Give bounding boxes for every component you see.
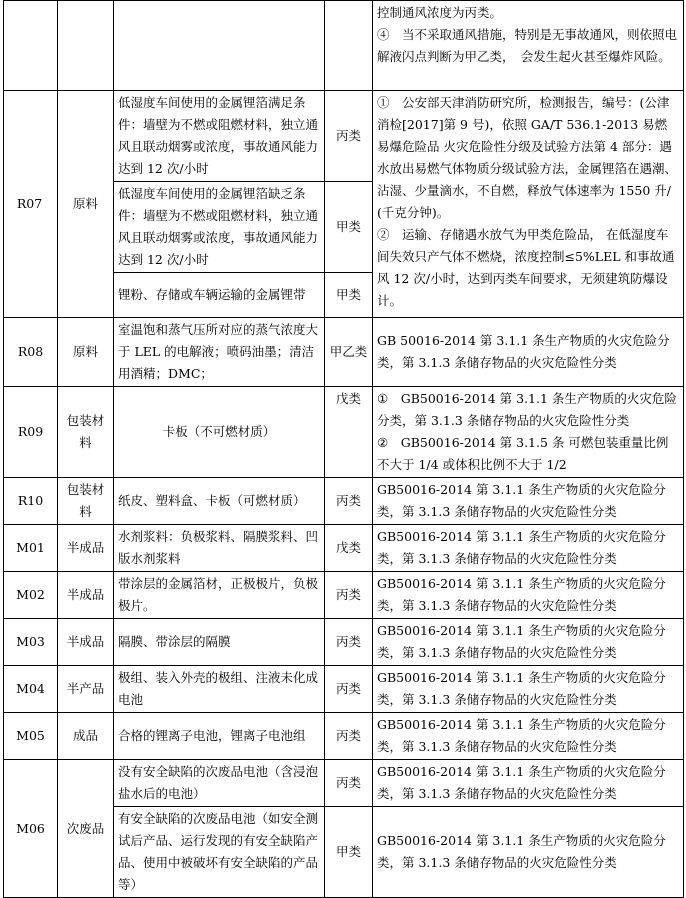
basis-cell xyxy=(373,387,684,478)
table-row-m02 xyxy=(4,572,684,619)
class-cell: 丙类 xyxy=(325,760,373,807)
class-cell: 甲乙类 xyxy=(325,318,373,387)
material-cell: 隔膜、带涂层的隔膜 xyxy=(114,619,325,666)
type-cell: 原料 xyxy=(58,91,114,318)
material-cell: 纸皮、塑料盒、卡板（可燃材质） xyxy=(114,478,325,525)
class-cell: 甲类 xyxy=(325,182,373,273)
material-cell: 没有安全缺陷的次废品电池（含浸泡盐水后的电池） xyxy=(114,760,325,807)
basis-line: ① GB50016-2014 第 3.1.1 条生产物质的火灾危险分类，第 3.1.3 条储存物品的火灾危险性分类 xyxy=(377,391,677,428)
type-cell: 半产品 xyxy=(58,666,114,713)
fire-hazard-classification-table xyxy=(3,0,684,898)
basis-cell: GB50016-2014 第 3.1.1 条生产物质的火灾危险分类，第 3.1.3 条储存物品的火灾危险性分类 xyxy=(373,572,684,619)
table-row-r08 xyxy=(4,318,684,387)
material-cell: 室温饱和蒸气压所对应的蒸气浓度大于 LEL 的电解液；喷码油墨；清洁用酒精；DMC； xyxy=(114,318,325,387)
code-cell: M05 xyxy=(4,713,58,760)
basis-cell: GB50016-2014 第 3.1.1 条生产物质的火灾危险分类，第 3.1.3 条储存物品的火灾危险性分类 xyxy=(373,619,684,666)
type-cell: 半成品 xyxy=(58,572,114,619)
material-cell: 带涂层的金属箔材，正极极片，负极极片。 xyxy=(114,572,325,619)
type-cell: 原料 xyxy=(58,318,114,387)
code-cell: M06 xyxy=(4,760,58,898)
code-cell: M02 xyxy=(4,572,58,619)
basis-cell: GB50016-2014 第 3.1.1 条生产物质的火灾危险分类，第 3.1.3 条储存物品的火灾危险性分类 xyxy=(373,807,684,898)
basis-cell: GB50016-2014 第 3.1.1 条生产物质的火灾危险分类，第 3.1.3 条储存物品的火灾危险性分类 xyxy=(373,713,684,760)
basis-cell xyxy=(373,91,684,318)
code-cell: M04 xyxy=(4,666,58,713)
basis-cell: GB50016-2014 第 3.1.1 条生产物质的火灾危险分类，第 3.1.3 条储存物品的火灾危险性分类 xyxy=(373,525,684,572)
class-cell: 丙类 xyxy=(325,713,373,760)
table-row-m01 xyxy=(4,525,684,572)
basis-line: ② 运输、存储遇水放气为甲类危险品， 在低湿度车间失效只产气体不燃烧，浓度控制≤5%LEL 和事故通风 12 次/小时，达到丙类车间要求，无须建筑防爆设计。 xyxy=(377,227,675,308)
material-cell: 极组、装入外壳的极组、注液未化成电池 xyxy=(114,666,325,713)
basis-line: ④ 当不采取通风措施，特别是无事故通风，则依照电解液闪点判断为甲乙类， 会发生起火甚至爆炸风险。 xyxy=(377,27,678,64)
material-cell: 水剂浆料：负极浆料、隔膜浆料、凹版水剂浆料 xyxy=(114,525,325,572)
type-cell: 包装材料 xyxy=(58,478,114,525)
code-cell: M03 xyxy=(4,619,58,666)
code-cell xyxy=(4,1,58,91)
material-cell: 合格的锂离子电池，锂离子电池组 xyxy=(114,713,325,760)
material-cell: 有安全缺陷的次废品电池（如安全测试后产品、运行发现的有安全缺陷产品、使用中被破坏有安全缺陷的产品等） xyxy=(114,807,325,898)
table-row-m06-a xyxy=(4,760,684,807)
class-cell: 丙类 xyxy=(325,91,373,182)
class-cell: 丙类 xyxy=(325,666,373,713)
material-cell: 低湿度车间使用的金属锂箔缺乏条件：墙壁为不燃或阻燃材料，独立通风且联动烟雾或浓度，事故通风能力达到 12 次/小时 xyxy=(114,182,325,273)
class-cell: 甲类 xyxy=(325,807,373,898)
class-cell: 丙类 xyxy=(325,572,373,619)
type-cell: 次废品 xyxy=(58,760,114,898)
material-cell: 锂粉、存储或车辆运输的金属锂带 xyxy=(114,273,325,318)
class-cell: 甲类 xyxy=(325,273,373,318)
basis-cell: GB50016-2014 第 3.1.1 条生产物质的火灾危险分类，第 3.1.3 条储存物品的火灾危险性分类 xyxy=(373,760,684,807)
table-row-m04 xyxy=(4,666,684,713)
code-cell: R09 xyxy=(4,387,58,478)
basis-line: ② GB50016-2014 第 3.1.5 条 可燃包装重量比例不大于 1/4 或体积比例不大于 1/2 xyxy=(377,435,669,472)
class-cell xyxy=(325,1,373,91)
basis-line: ① 公安部天津消防研究所，检测报告，编号：(公津消检[2017]第 9 号)，依照 GA/T 536.1-2013 易燃易爆危险品 火灾危险性分级及试验方法第 4 部分：遇水放出易燃气体物质分级试验方法，金属锂箔在遇潮、沾湿、少量滴水，不自燃，释放气体速率为 1550 升/(千克分钟)。 xyxy=(377,95,678,220)
material-cell: 低湿度车间使用的金属锂箔满足条件：墙壁为不燃或阻燃材料，独立通风且联动烟雾或浓度，事故通风能力达到 12 次/小时 xyxy=(114,91,325,182)
class-cell: 丙类 xyxy=(325,478,373,525)
table-row-continuation xyxy=(4,1,684,91)
basis-line: 控制通风浓度为丙类。 xyxy=(377,5,503,20)
type-cell xyxy=(58,1,114,91)
type-cell: 成品 xyxy=(58,713,114,760)
code-cell: R08 xyxy=(4,318,58,387)
basis-cell: GB50016-2014 第 3.1.1 条生产物质的火灾危险分类，第 3.1.3 条储存物品的火灾危险性分类 xyxy=(373,666,684,713)
table-row-r09 xyxy=(4,387,684,478)
table-row-m05 xyxy=(4,713,684,760)
code-cell: M01 xyxy=(4,525,58,572)
type-cell: 半成品 xyxy=(58,525,114,572)
material-cell xyxy=(114,1,325,91)
type-cell: 半成品 xyxy=(58,619,114,666)
class-cell: 戊类 xyxy=(325,525,373,572)
code-cell: R10 xyxy=(4,478,58,525)
basis-cell xyxy=(373,1,684,91)
material-cell: 卡板（不可燃材质） xyxy=(114,387,325,478)
basis-cell: GB 50016-2014 第 3.1.1 条生产物质的火灾危险分类，第 3.1.3 条储存物品的火灾危险性分类 xyxy=(373,318,684,387)
class-cell: 戊类 xyxy=(325,387,373,478)
table-row-m03 xyxy=(4,619,684,666)
table-row-r07-a xyxy=(4,91,684,182)
type-cell: 包装材料 xyxy=(58,387,114,478)
table-row-r10 xyxy=(4,478,684,525)
class-cell: 丙类 xyxy=(325,619,373,666)
code-cell: R07 xyxy=(4,91,58,318)
basis-cell: GB50016-2014 第 3.1.1 条生产物质的火灾危险分类，第 3.1.3 条储存物品的火灾危险性分类 xyxy=(373,478,684,525)
